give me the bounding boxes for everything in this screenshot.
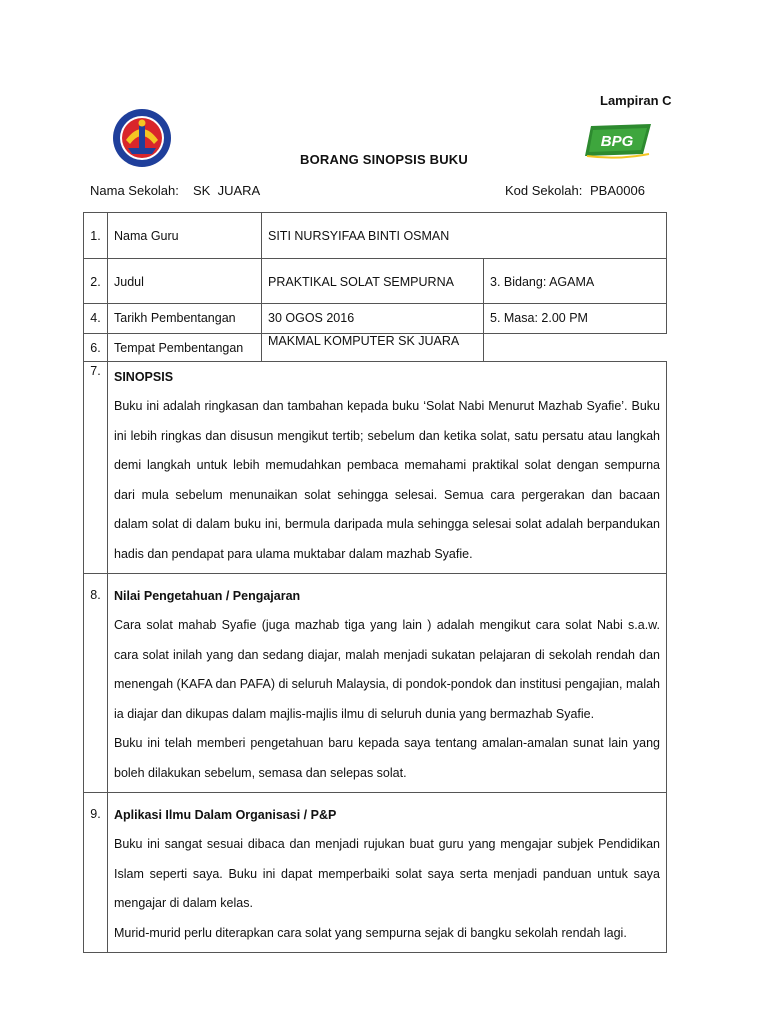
row-number: 9. xyxy=(84,793,108,953)
section-heading: Aplikasi Ilmu Dalam Organisasi / P&P xyxy=(114,808,337,822)
row-nilai xyxy=(84,574,667,793)
empty-cell xyxy=(484,334,667,362)
lampiran-label: Lampiran C xyxy=(600,93,672,108)
row-number: 4. xyxy=(84,304,108,334)
kod-sekolah-value: PBA0006 xyxy=(590,183,645,198)
nilai-block xyxy=(108,574,667,793)
tarikh-value: 30 OGOS 2016 xyxy=(262,304,484,334)
masa-value: 5. Masa: 2.00 PM xyxy=(484,304,667,334)
sinopsis-text: Buku ini adalah ringkasan dan tambahan kepada buku ‘Solat Nabi Menurut Mazhab Syafie’. Buku ini lebih ringkas dan disusun mengikut tertib; sebelum dan ketika solat, satu persatu atau langkah demi langkah untuk lebih memudahkan pembaca memahami praktikal solat dengan sempurna dari mula sebelum menunaikan solat sehingga selesai. Semua cara pergerakan dan bacaan dalam solat di dalam buku ini, bermula daripada mula sehingga selesai solat adalah berpandukan hadis dan pendapat para ulama muktabar dalam mazhab Syafie. xyxy=(114,399,660,561)
aplikasi-paragraph-2: Murid-murid perlu diterapkan cara solat yang sempurna sejak di bangku sekolah rendah lagi. xyxy=(114,925,627,940)
aplikasi-paragraph-1: Buku ini sangat sesuai dibaca dan menjadi rujukan buat guru yang mengajar subjek Pendidikan Islam seperti saya. Buku ini dapat memperbaiki solat saya serta menjadi panduan untuk saya mengajar di dalam kelas. xyxy=(114,837,660,910)
row-number: 6. xyxy=(84,334,108,362)
row-label: Tempat Pembentangan xyxy=(108,334,262,362)
bidang-value: 3. Bidang: AGAMA xyxy=(484,259,667,304)
section-heading: SINOPSIS xyxy=(114,370,174,384)
nilai-paragraph-1: Cara solat mahab Syafie (juga mazhab tiga yang lain ) adalah mengikut cara solat Nabi s.a.w. cara solat inilah yang dan sedang diajar, malah menjadi sukatan pelajaran di sekolah rendah dan menengah (KAFA dan PAFA) di seluruh Malaysia, di pondok-pondok dan institusi pengajian, malah ia diajar dan dikupas dalam majlis-majlis ilmu di seluruh dunia yang bermazhab Syafie. xyxy=(114,618,660,721)
row-number: 7. xyxy=(84,362,108,574)
sinopsis-form-table xyxy=(83,212,667,953)
judul-value: PRAKTIKAL SOLAT SEMPURNA xyxy=(262,259,484,304)
row-number: 2. xyxy=(84,259,108,304)
row-tarikh xyxy=(84,304,667,334)
row-label: Judul xyxy=(108,259,262,304)
row-label: Tarikh Pembentangan xyxy=(108,304,262,334)
kod-sekolah-label: Kod Sekolah: xyxy=(505,183,583,198)
row-number: 1. xyxy=(84,213,108,259)
row-number: 8. xyxy=(84,574,108,793)
row-aplikasi xyxy=(84,793,667,953)
tempat-value: MAKMAL KOMPUTER SK JUARA xyxy=(262,334,484,362)
row-nama-guru xyxy=(84,213,667,259)
bpg-logo-text: BPG xyxy=(600,133,634,150)
sinopsis-block xyxy=(108,362,667,574)
row-judul xyxy=(84,259,667,304)
section-heading: Nilai Pengetahuan / Pengajaran xyxy=(114,589,301,603)
nama-sekolah-label: Nama Sekolah: xyxy=(90,183,179,198)
aplikasi-block xyxy=(108,793,667,953)
row-tempat xyxy=(84,334,667,362)
nama-guru-value: SITI NURSYIFAA BINTI OSMAN xyxy=(262,213,667,259)
row-sinopsis xyxy=(84,362,667,574)
nilai-paragraph-2: Buku ini telah memberi pengetahuan baru kepada saya tentang amalan-amalan sunat lain yang boleh dilakukan sebelum, semasa dan selepas solat. xyxy=(114,736,660,780)
row-label: Nama Guru xyxy=(108,213,262,259)
nama-sekolah-value: SK JUARA xyxy=(193,183,261,198)
page-title: BORANG SINOPSIS BUKU xyxy=(300,152,468,167)
